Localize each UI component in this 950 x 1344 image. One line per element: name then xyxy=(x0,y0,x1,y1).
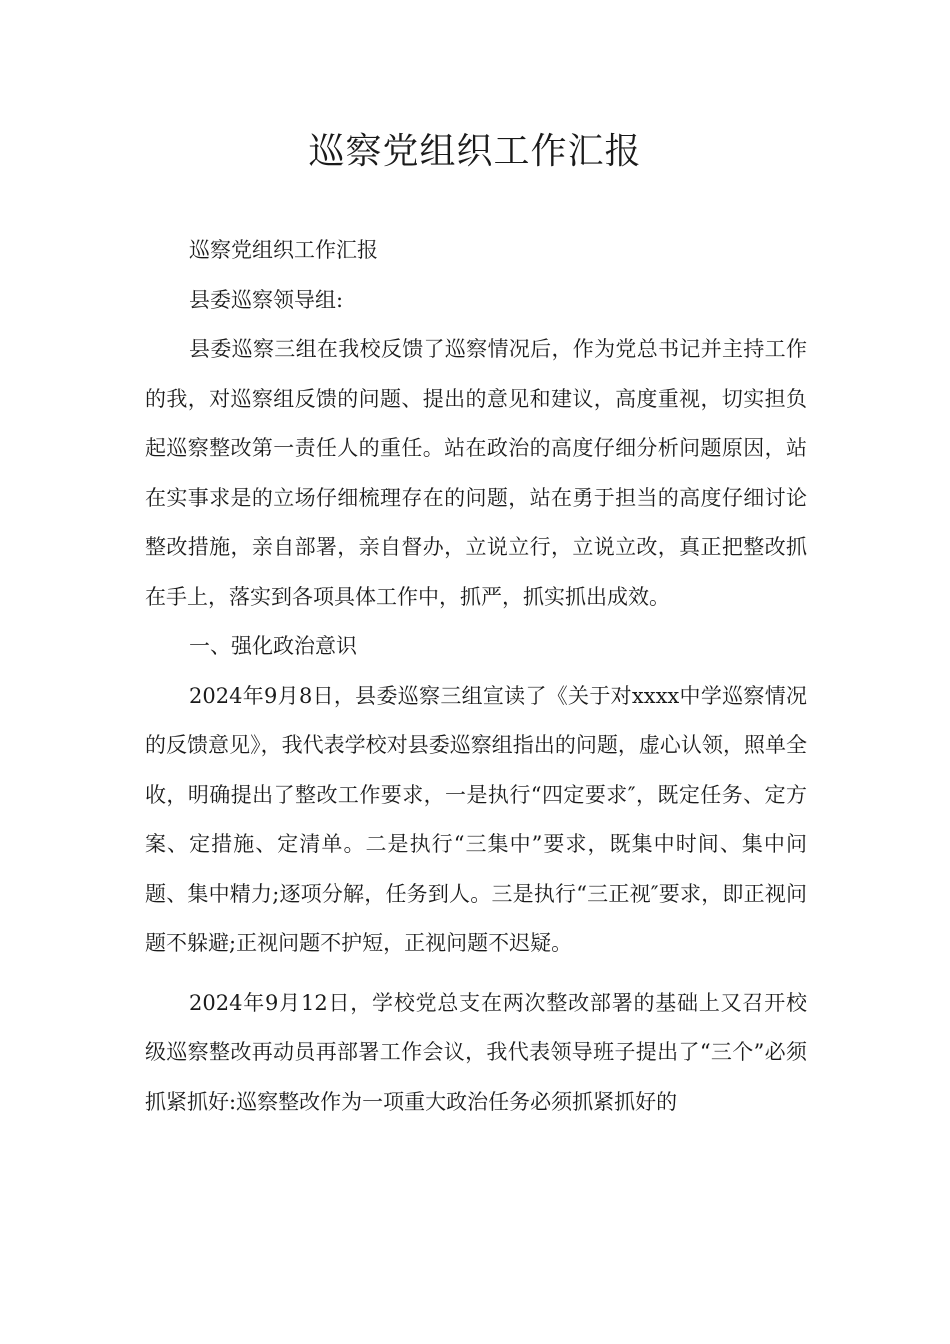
body-paragraph-sept-12: 2024年9月12日，学校党总支在两次整改部署的基础上又召开校级巡察整改再动员再部署工作会议，我代表领导班子提出了“三个”必须抓紧抓好:巡察整改作为一项重大政治任务必须抓紧抓好的 xyxy=(145,990,807,1114)
body-paragraph-heading: 巡察党组织工作汇报 xyxy=(189,238,378,262)
document-body xyxy=(145,226,807,1127)
body-paragraph-salutation: 县委巡察领导组: xyxy=(189,287,344,312)
body-paragraph-intro: 县委巡察三组在我校反馈了巡察情况后，作为党总书记并主持工作的我，对巡察组反馈的问题、提出的意见和建议，高度重视，切实担负起巡察整改第一责任人的重任。站在政治的高度仔细分析问题原因，站在实事求是的立场仔细梳理存在的问题，站在勇于担当的高度仔细讨论整改措施，亲自部署，亲自督办，立说立行，立说立改，真正把整改抓在手上，落实到各项具体工作中，抓严，抓实抓出成效。 xyxy=(145,337,807,609)
document-title: 巡察党组织工作汇报 xyxy=(308,131,642,172)
body-paragraph-sept-8: 2024年9月8日，县委巡察三组宣读了《关于对xxxx中学巡察情况的反馈意见》，我代表学校对县委巡察组指出的问题，虚心认领，照单全收，明确提出了整改工作要求，一是执行“四定要求″，既定任务、定方案、定措施、定清单。二是执行“三集中”要求，既集中时间、集中问题、集中精力;逐项分解，任务到人。三是执行“三正视″要求，即正视问题不躲避;正视问题不护短，正视问题不迟疑。 xyxy=(145,683,807,955)
section-heading-political-awareness: 一、强化政治意识 xyxy=(189,634,357,658)
